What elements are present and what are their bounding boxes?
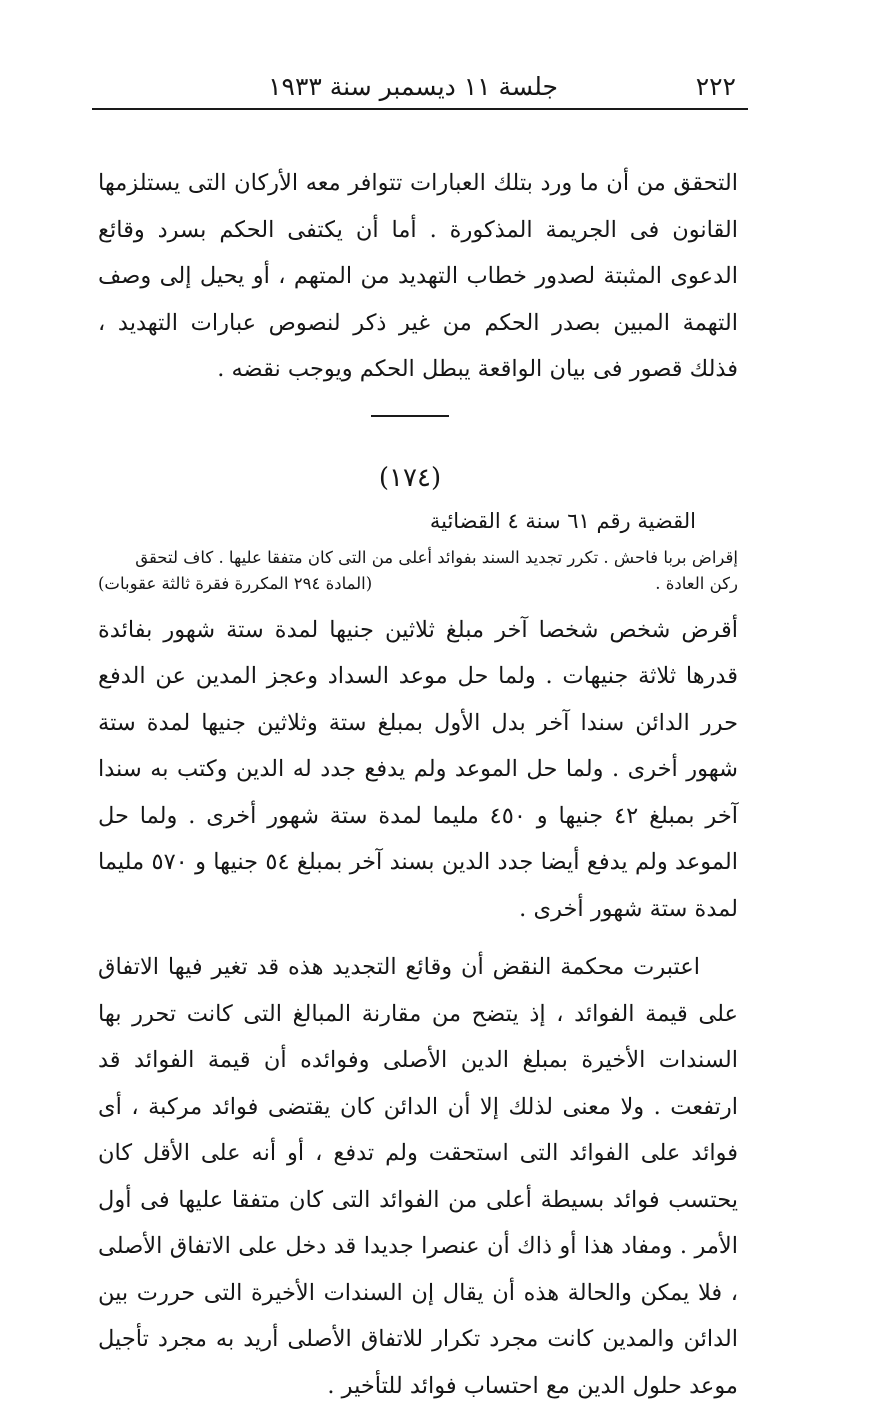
case-number: (١٧٤) — [378, 462, 442, 493]
article-reference: (المادة ٢٩٤ المكررة فقرة ثالثة عقوبات) — [98, 573, 373, 593]
book-page — [92, 62, 748, 1399]
section-divider — [371, 415, 449, 417]
session-date-title: جلسة ١١ ديسمبر سنة ١٩٣٣ — [268, 72, 558, 101]
case-headnote: إقراض بربا فاحش . تكرر تجديد السند بفوائد أعلى من التى كان متفقا عليها . كاف لتحقق — [135, 547, 738, 567]
headnote-end: ركن العادة . — [655, 573, 738, 593]
facts-paragraph: أقرض شخص شخصا آخر مبلغ ثلاثين جنيها لمدة ستة شهور بفائدة قدرها ثلاثة جنيهات . ولما حل موعد السداد وعجز المدين عن الدفع حرر الدائن سندا آخر بدل الأول بمبلغ ستة وثلاثين جنيها لمدة ستة شهور أخرى . ولما حل الموعد ولم يدفع جدد له الدين وكتب به سندا آخر بمبلغ ٤٢ جنيها و ٤٥٠ مليما لمدة ستة شهور أخرى . ولما حل الموعد ولم يدفع أيضا جدد الدين بسند آخر بمبلغ ٥٤ جنيها و ٥٧٠ مليما لمدة ستة شهور أخرى . — [98, 616, 738, 922]
headnote-tail-line — [98, 571, 738, 597]
case-title: القضية رقم ٦١ سنة ٤ القضائية — [429, 508, 696, 533]
running-header — [92, 62, 748, 110]
opening-paragraph: التحقق من أن ما ورد بتلك العبارات تتوافر معه الأركان التى يستلزمها القانون فى الجريمة المذكورة . أما أن يكتفى الحكم بسرد وقائع الدعوى المثبتة لصدور خطاب التهديد من المتهم ، أو يحيل إلى وصف التهمة المبين بصدر الحكم من غير ذكر لنصوص عبارات التهديد ، فذلك قصور فى بيان الواقعة يبطل الحكم ويوجب نقضه . — [98, 170, 738, 382]
page-number: ٢٢٢ — [695, 72, 736, 101]
ruling-paragraph: اعتبرت محكمة النقض أن وقائع التجديد هذه قد تغير فيها الاتفاق على قيمة الفوائد ، إذ يتضح من مقارنة المبالغ التى كانت تحرر بها السندات الأخيرة بمبلغ الدين الأصلى وفوائده أن قيمة الفوائد قد ارتفعت . ولا معنى لذلك إلا أن الدائن كان يقتضى فوائد مركبة ، أى فوائد على الفوائد التى استحقت ولم تدفع ، أو أنه على الأقل كان يحتسب فوائد بسيطة أعلى من الفوائد التى كان متفقا عليها فى أول الأمر . ومفاد هذا أو ذاك أن عنصرا جديدا قد دخل على الاتفاق الأصلى ، فلا يمكن والحالة هذه أن يقال إن السندات الأخيرة التى حررت بين الدائن والمدين كانت مجرد تكرار للاتفاق الأصلى أريد به مجرد تأجيل موعد حلول الدين مع احتساب فوائد للتأخير . — [98, 954, 738, 1399]
